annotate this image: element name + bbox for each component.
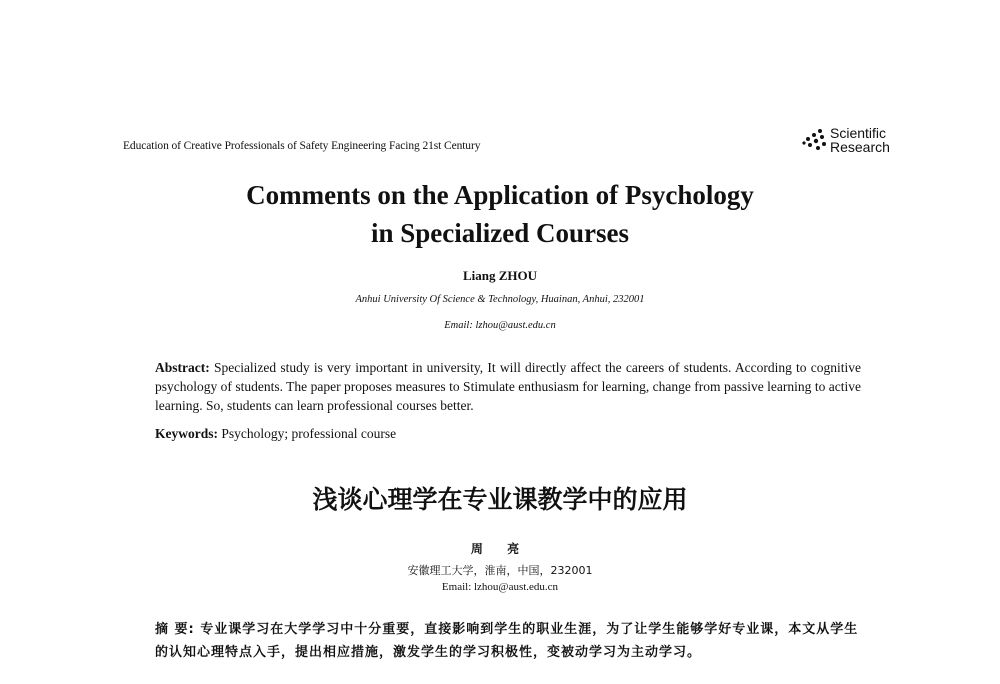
paper-title	[0, 176, 1000, 252]
paper-title-line1: Comments on the Application of Psychology	[246, 180, 754, 210]
author-email: Email: lzhou@aust.edu.cn	[444, 320, 556, 331]
chinese-affiliation: 安徽理工大学，淮南，中国，232001	[407, 564, 593, 577]
paper-title-line2: in Specialized Courses	[370, 218, 629, 248]
keywords-label: Keywords:	[155, 426, 218, 441]
chinese-title: 浅谈心理学在专业课教学中的应用	[312, 485, 688, 514]
logo-text-line1: Scientific	[830, 125, 887, 141]
scientific-research-logo	[800, 126, 890, 154]
abstract-label: Abstract:	[155, 360, 210, 375]
chinese-email: Email: lzhou@aust.edu.cn	[441, 581, 559, 593]
logo-dots-icon	[800, 127, 828, 153]
chinese-author: 周 亮	[470, 542, 530, 556]
abstract-text: Specialized study is very important in university, It will directly affect the careers of students. According to cognitive psychology of students. The paper proposes measures to Stimulate enthusiasm for learning, change from passive learning to active learning. So, students can learn professional courses better.	[155, 360, 861, 413]
keywords-text: Psychology; professional course	[218, 426, 397, 441]
chinese-abstract-text: 专业课学习在大学学习中十分重要，直接影响到学生的职业生涯，为了让学生能够学好专业课，本文从学生的认知心理特点入手，提出相应措施，激发学生的学习积极性，变被动学习为主动学习。	[155, 622, 859, 660]
series-header: Education of Creative Professionals of Safety Engineering Facing 21st Century	[123, 140, 481, 152]
chinese-abstract	[155, 618, 861, 664]
abstract-paragraph	[155, 358, 861, 415]
keywords-line	[155, 426, 396, 442]
chinese-abstract-label: 摘 要:	[155, 622, 195, 637]
author-name: Liang ZHOU	[462, 268, 538, 283]
logo-text-line2: Research	[830, 139, 890, 155]
author-affiliation: Anhui University Of Science & Technology, Huainan, Anhui, 232001	[355, 294, 645, 305]
